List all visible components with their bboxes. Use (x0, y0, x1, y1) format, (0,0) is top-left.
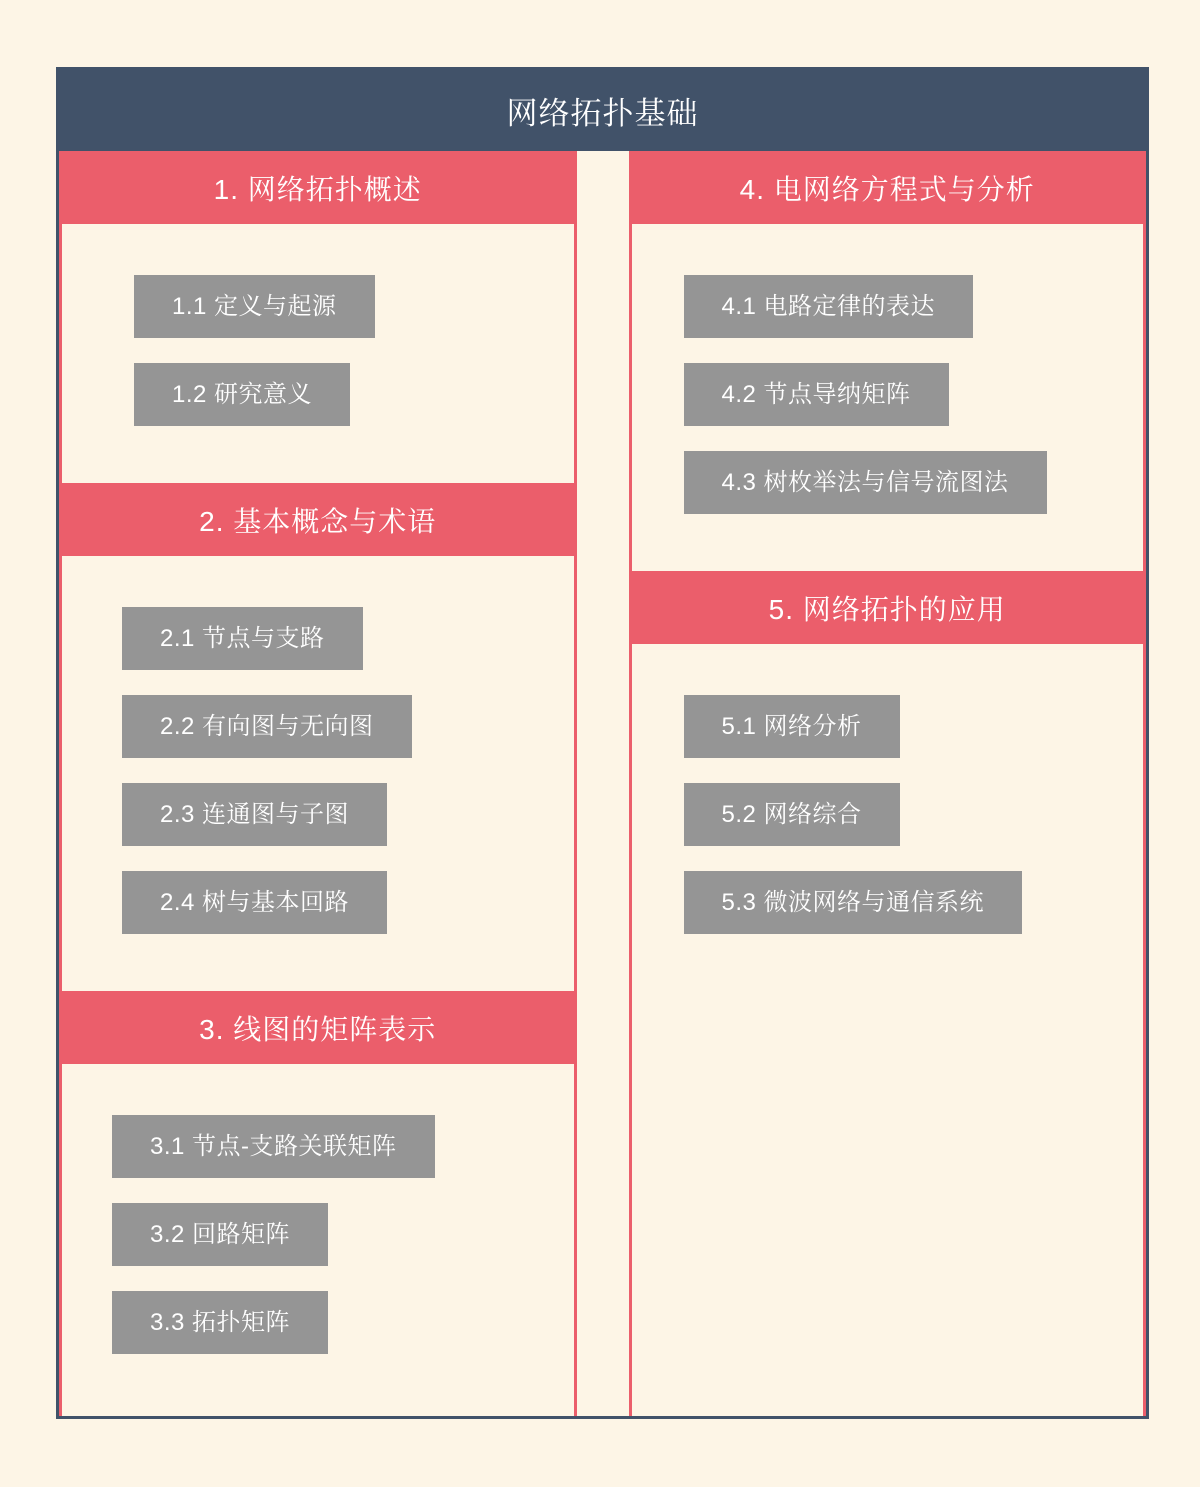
topic-node: 2.2 有向图与无向图 (122, 695, 412, 758)
diagram-title-bar (59, 70, 1146, 151)
topic-node: 4.1 电路定律的表达 (684, 275, 974, 338)
section-network-equations-analysis (632, 151, 1144, 514)
section-header: 3. 线图的矩阵表示 (62, 991, 574, 1064)
topic-node: 4.2 节点导纳矩阵 (684, 363, 949, 426)
section-header: 1. 网络拓扑概述 (62, 151, 574, 224)
topic-node: 3.3 拓扑矩阵 (112, 1291, 328, 1354)
section-topology-applications (632, 571, 1144, 934)
topic-node: 3.1 节点-支路关联矩阵 (112, 1115, 435, 1178)
topic-node: 1.2 研究意义 (134, 363, 350, 426)
right-column (629, 151, 1147, 1416)
topic-node: 3.2 回路矩阵 (112, 1203, 328, 1266)
mindmap-frame (56, 67, 1149, 1419)
section-header: 5. 网络拓扑的应用 (632, 571, 1144, 644)
section-items (62, 1115, 574, 1354)
section-items (62, 275, 574, 426)
left-column (59, 151, 577, 1416)
section-header: 2. 基本概念与术语 (62, 483, 574, 556)
section-basic-concepts-terms (62, 483, 574, 934)
topic-node: 5.3 微波网络与通信系统 (684, 871, 1023, 934)
section-items (62, 607, 574, 934)
topic-node: 4.3 树枚举法与信号流图法 (684, 451, 1047, 514)
topic-node: 2.3 连通图与子图 (122, 783, 387, 846)
columns-container (59, 151, 1146, 1416)
topic-node: 2.4 树与基本回路 (122, 871, 387, 934)
section-matrix-representation (62, 991, 574, 1354)
section-network-topology-overview (62, 151, 574, 426)
topic-node: 5.1 网络分析 (684, 695, 900, 758)
section-items (632, 275, 1144, 514)
topic-node: 2.1 节点与支路 (122, 607, 363, 670)
topic-node: 1.1 定义与起源 (134, 275, 375, 338)
topic-node: 5.2 网络综合 (684, 783, 900, 846)
section-items (632, 695, 1144, 934)
diagram-title: 网络拓扑基础 (506, 96, 699, 131)
section-header: 4. 电网络方程式与分析 (632, 151, 1144, 224)
